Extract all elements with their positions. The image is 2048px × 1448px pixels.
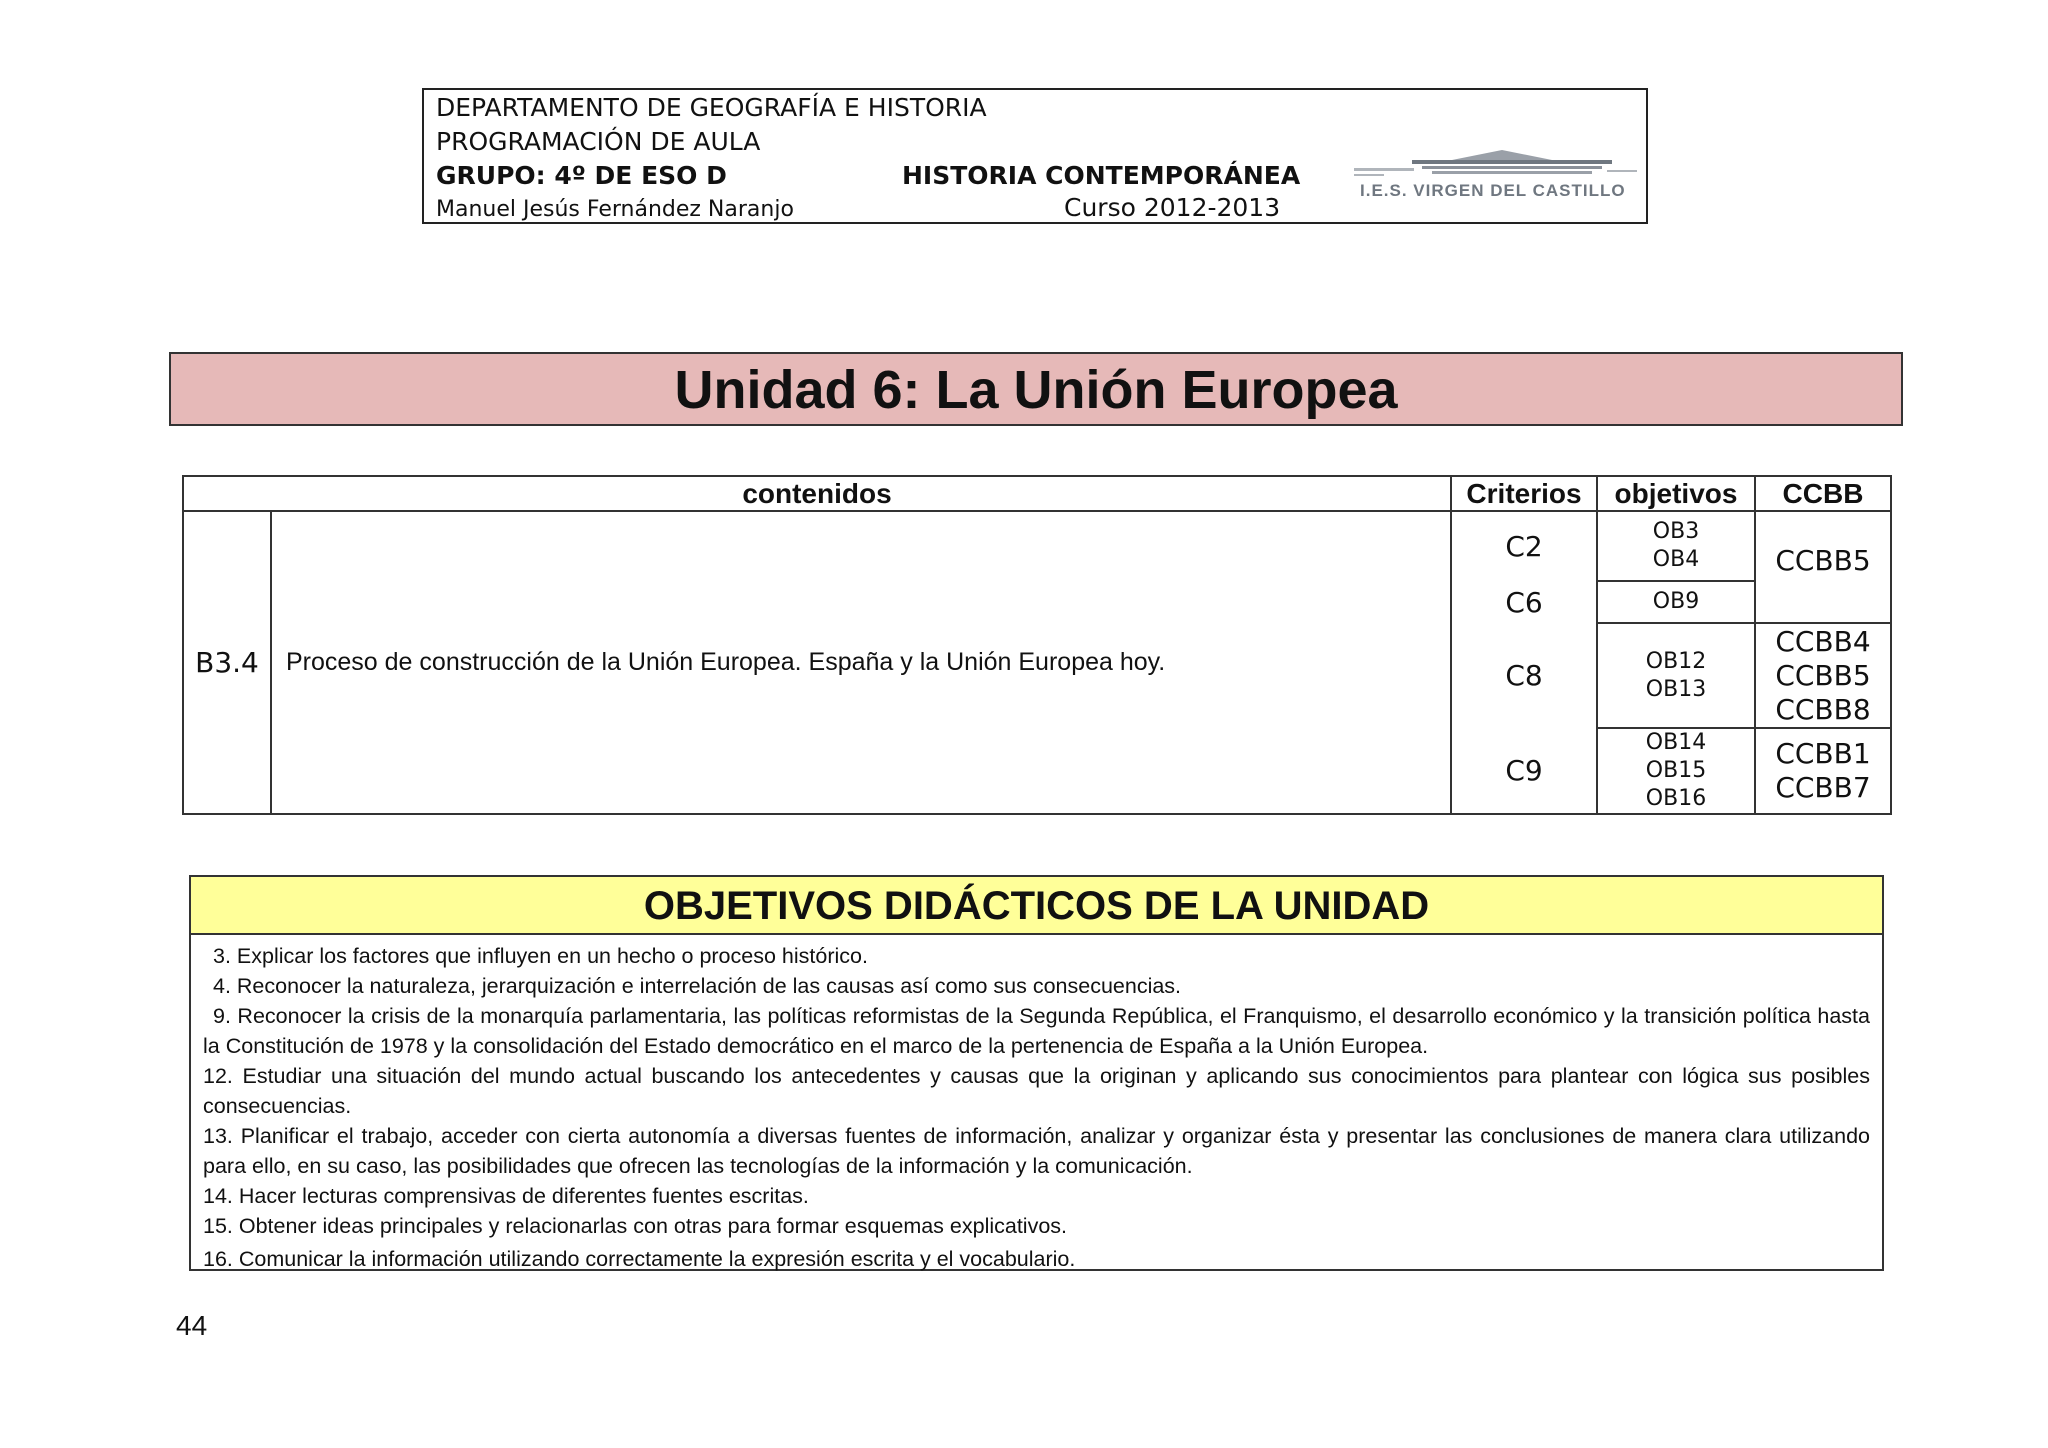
objective-code: OB9 [1652,589,1700,615]
school-building-icon [1352,146,1642,206]
ccbb-cell [1755,728,1891,814]
ccbb-code: CCBB5 [1775,658,1871,692]
objective-code: OB16 [1645,785,1707,811]
criterion-cell: C9 [1451,728,1597,814]
ccbb-code: CCBB8 [1775,692,1871,726]
objective-item: 13. Planificar el trabajo, acceder con cierta autonomía a diversas fuentes de información, analizar y organizar ésta y presentar las conclusiones de manera clara utilizando para ello, en su caso, las posibilidades que ofrecen las tecnologías de la información y la comunicación. [203,1124,1870,1178]
page-number: 44 [176,1310,208,1341]
logo-text: I.E.S. VIRGEN DEL CASTILLO [1360,181,1626,200]
objective-code: OB4 [1652,547,1700,573]
subject-label: HISTORIA CONTEMPORÁNEA [902,161,1301,190]
table-row [183,511,1891,581]
objective-code: OB14 [1645,729,1707,755]
objective-item: 14. Hacer lecturas comprensivas de diferentes fuentes escritas. [203,1184,809,1208]
objectives-title: OBJETIVOS DIDÁCTICOS DE LA UNIDAD [191,877,1882,935]
objective-item: 9. Reconocer la crisis de la monarquía parlamentaria, las políticas reformistas de la Segunda República, el Franquismo, el desarrollo económico y la transición política hasta la Constitución de 1978 y la consolidación del Estado democrático en el marco de la pertenencia de España a la Unión Europea. [203,1004,1870,1058]
table-header-row [183,476,1891,511]
objective-item: 15. Obtener ideas principales y relacionarlas con otras para formar esquemas explicativos. [203,1214,1068,1238]
ccbb-code: CCBB4 [1775,624,1871,658]
objectives-section [189,875,1884,1271]
objective-item: 12. Estudiar una situación del mundo actual buscando los antecedentes y causas que la originan y aplicando sus conocimientos para plantear con lógica sus posibles consecuencias. [203,1064,1870,1118]
content-text: Proceso de construcción de la Unión Europea. España y la Unión Europea hoy. [271,511,1451,814]
objective-code: OB12 [1645,648,1707,674]
objective-code: OB15 [1645,757,1707,783]
school-logo [1352,146,1642,206]
ccbb-cell [1755,623,1891,727]
criterion-cell: C2 [1451,511,1597,581]
objective-code: OB3 [1652,519,1700,545]
ccbb-code: CCBB1 [1775,736,1871,770]
objective-item: 16. Comunicar la información utilizando correctamente la expresión escrita y el vocabulario. [203,1247,1076,1271]
teacher-name: Manuel Jesús Fernández Naranjo [436,197,794,222]
unit-title: Unidad 6: La Unión Europea [169,352,1903,426]
content-code: B3.4 [183,511,271,814]
objective-item: 3. Explicar los factores que influyen en un hecho o proceso histórico. [213,944,868,968]
header-contenidos: contenidos [183,476,1451,511]
ccbb-cell [1755,511,1891,623]
objectives-cell [1597,728,1755,814]
document-header [422,88,1648,224]
ccbb-code: CCBB5 [1775,544,1871,578]
course-label: Curso 2012-2013 [1064,193,1281,222]
contents-table [182,475,1892,815]
criterion-cell: C8 [1451,623,1597,727]
objectives-cell [1597,623,1755,727]
objectives-cell [1597,581,1755,623]
program-name: PROGRAMACIÓN DE AULA [436,127,761,156]
header-objetivos: objetivos [1597,476,1755,511]
header-criterios: Criterios [1451,476,1597,511]
header-ccbb: CCBB [1755,476,1891,511]
group-label: GRUPO: 4º DE ESO D [436,161,727,190]
objectives-list [191,935,1882,1274]
ccbb-code: CCBB7 [1775,770,1871,804]
objectives-cell [1597,511,1755,581]
criterion-cell: C6 [1451,581,1597,623]
department-name: DEPARTAMENTO DE GEOGRAFÍA E HISTORIA [436,93,987,122]
objective-code: OB13 [1645,676,1707,702]
objective-item: 4. Reconocer la naturaleza, jerarquización e interrelación de las causas así como sus consecuencias. [213,974,1182,998]
